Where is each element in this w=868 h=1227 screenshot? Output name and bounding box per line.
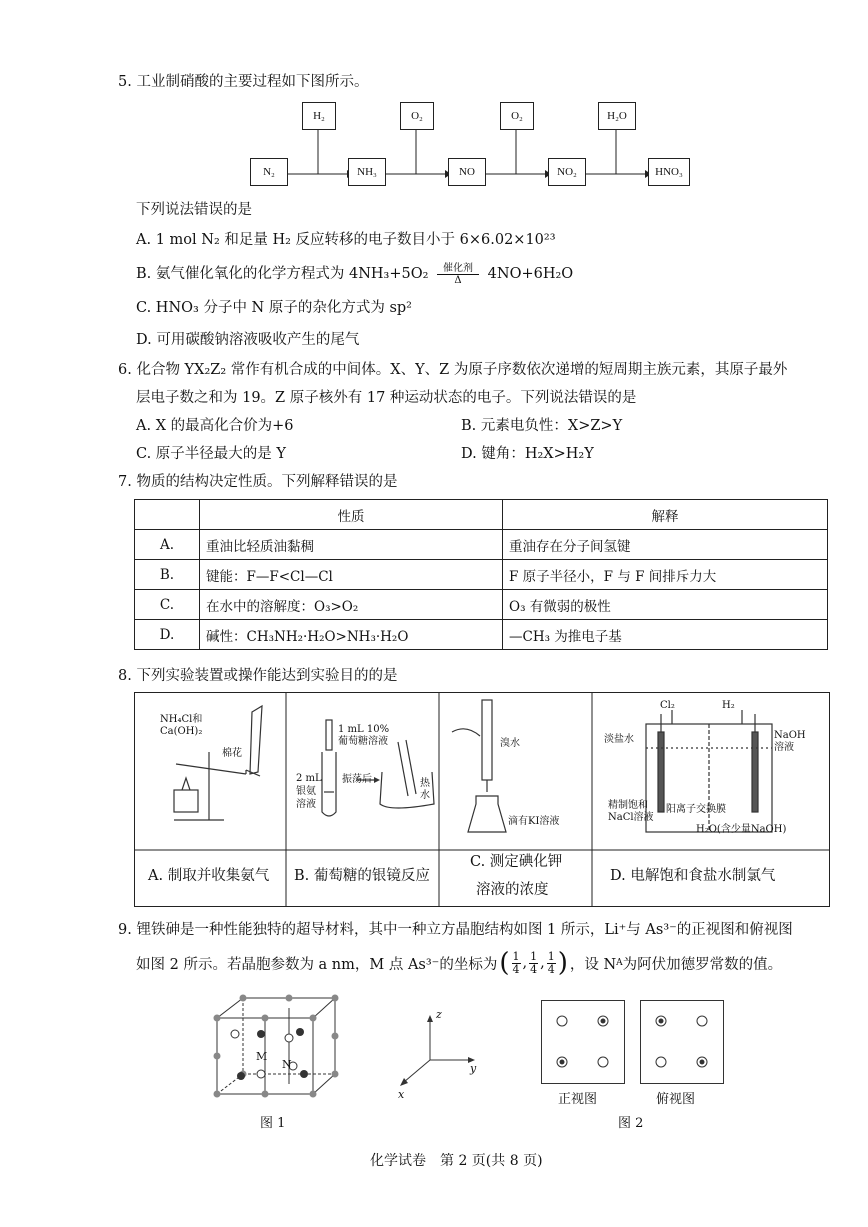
q6-option-b: B. 元素电负性：X>Z>Y: [461, 418, 623, 434]
label-text: 2 mL: [296, 773, 322, 784]
q5-option-b: [136, 262, 573, 286]
label-dilute-brine: 淡盐水: [604, 734, 634, 745]
label-h2: H₂: [722, 700, 735, 711]
label-cotton: 棉花: [222, 748, 242, 759]
fig2-caption: 图 2: [618, 1116, 644, 1131]
q8-caption-d: D. 电解饱和食盐水制氯气: [610, 868, 776, 884]
table-row: [135, 620, 828, 650]
frac-num: 1: [547, 949, 555, 963]
page-footer: 化学试卷 第 2 页(共 8 页): [370, 1153, 543, 1169]
flow-reagent-o2-2: O₂: [500, 102, 534, 130]
table-header: [135, 500, 200, 530]
flow-node-n2: N₂: [250, 158, 288, 186]
flow-reagent-h2o: H₂O: [598, 102, 636, 130]
top-view-figure: [640, 1000, 724, 1084]
flow-node-no2: NO₂: [548, 158, 586, 186]
fraction: [529, 951, 538, 976]
flow-reagent-o2: O₂: [400, 102, 434, 130]
table-cell: 重油存在分子间氢键: [503, 530, 828, 560]
table-cell: —CH₃ 为推电子基: [503, 620, 828, 650]
q8-caption-b: B. 葡萄糖的银镜反应: [294, 868, 430, 884]
table-cell: B.: [135, 560, 200, 590]
label-bromine-water: 溴水: [500, 738, 520, 749]
label-hot-water: [420, 778, 430, 802]
q5-option-d: D. 可用碳酸钠溶液吸收产生的尾气: [136, 332, 360, 348]
axis-z-label: z: [436, 1008, 442, 1021]
q9-stem-text: ，设 N: [569, 956, 617, 973]
q8-stem: 8. 下列实验装置或操作能达到实验目的的是: [118, 668, 398, 684]
label-nh4cl: [160, 714, 202, 738]
label-text: 银氨: [296, 786, 316, 797]
q6-option-c: C. 原子半径最大的是 Y: [136, 446, 286, 462]
table-cell: 在水中的溶解度：O₃>O₂: [200, 590, 503, 620]
point-n-label: N: [282, 1058, 292, 1071]
q5-prompt: 下列说法错误的是: [136, 202, 252, 218]
fraction: [547, 951, 556, 976]
q7-table: [134, 499, 828, 650]
q5-option-a: A. 1 mol N₂ 和足量 H₂ 反应转移的电子数目小于 6×6.02×10²³: [136, 232, 556, 248]
axis-x-label: x: [398, 1088, 405, 1101]
flow-node-nh3: NH₃: [348, 158, 386, 186]
q8-caption-c1: C. 测定碘化钾: [470, 854, 563, 870]
q5-option-b-rhs: 4NO+6H₂O: [487, 266, 574, 282]
label-glucose: [338, 724, 389, 748]
label-cl2: Cl₂: [660, 700, 675, 711]
table-row: [135, 590, 828, 620]
reaction-condition: [437, 263, 479, 286]
label-water: H₂O(含少量NaOH): [696, 824, 787, 835]
table-cell: F 原子半径小，F 与 F 间排斥力大: [503, 560, 828, 590]
q9-stem-text: 如图 2 所示。若晶胞参数为 a nm，M 点 As³⁻的坐标为: [136, 956, 498, 973]
label-silver-ammonia: [296, 772, 322, 811]
axis-y-label: y: [470, 1062, 477, 1075]
q9-stem-line2: 如图 2 所示。若晶胞参数为 a nm，M 点 As³⁻的坐标为 ( $\frac{1}{4}$ , $\frac{1}{4}$ , $\frac{1}{4}$ ) ，设 N A 为阿伏加德罗常数的值。: [136, 948, 783, 978]
q6-option-d: D. 键角：H₂X>H₂Y: [461, 446, 594, 462]
heat-label: Δ: [454, 274, 462, 286]
frac-den: 4: [530, 962, 538, 976]
table-row: [135, 560, 828, 590]
q9-stem-line1: 9. 锂铁砷是一种性能独特的超导材料，其中一种立方晶胞结构如图 1 所示，Li⁺与 As³⁻的正视图和俯视图: [118, 922, 793, 938]
q6-option-a: A. X 的最高化合价为+6: [136, 418, 294, 434]
paren-open: (: [499, 948, 510, 978]
q6-stem-line1: 6. 化合物 YX₂Z₂ 常作有机合成的中间体。X、Y、Z 为原子序数依次递增的短周期主族元素，其原子最外: [118, 362, 788, 378]
flow-node-no: NO: [448, 158, 486, 186]
label-shake: 振荡后: [342, 774, 372, 785]
label-text: NaOH: [774, 730, 806, 741]
table-header-row: [135, 500, 828, 530]
table-cell: 重油比轻质油黏稠: [200, 530, 503, 560]
table-cell: 键能：F—F<Cl—Cl: [200, 560, 503, 590]
flow-node-hno3: HNO₃: [648, 158, 690, 186]
q5-option-c: C. HNO₃ 分子中 N 原子的杂化方式为 sp²: [136, 300, 412, 316]
top-view-caption: 俯视图: [656, 1092, 696, 1107]
q9-stem-text: 为阿伏加德罗常数的值。: [622, 956, 783, 973]
titration-apparatus: [452, 700, 506, 832]
q8-caption-a: A. 制取并收集氨气: [148, 868, 270, 884]
label-text: 热: [420, 778, 430, 789]
q5-stem: 5. 工业制硝酸的主要过程如下图所示。: [118, 74, 369, 90]
q6-stem-line2: 层电子数之和为 19。Z 原子核外有 17 种运动状态的电子。下列说法错误的是: [136, 390, 637, 406]
label-text: NaCl溶液: [608, 812, 654, 823]
table-header: 性质: [200, 500, 503, 530]
table-cell: 碱性：CH₃NH₂·H₂O>NH₃·H₂O: [200, 620, 503, 650]
q7-stem: 7. 物质的结构决定性质。下列解释错误的是: [118, 474, 398, 490]
point-m-label: M: [256, 1050, 268, 1063]
q8-caption-c2: 溶液的浓度: [476, 882, 549, 898]
label-text: Ca(OH)₂: [160, 726, 203, 737]
frac-den: 4: [512, 962, 520, 976]
front-view-figure: [541, 1000, 625, 1084]
label-text: 水: [420, 790, 430, 801]
label-text: NH₄Cl和: [160, 714, 203, 725]
label-text: 1 mL 10%: [338, 724, 390, 735]
front-view-caption: 正视图: [558, 1092, 598, 1107]
fig1-caption: 图 1: [260, 1116, 286, 1131]
label-membrane: 阳离子交换膜: [666, 804, 726, 815]
flow-reagent-h2: H₂: [302, 102, 336, 130]
unit-cell-figure: [205, 990, 345, 1102]
axes-figure: [392, 1010, 482, 1096]
label-ki: 滴有KI溶液: [508, 816, 560, 827]
table-cell: D.: [135, 620, 200, 650]
table-row: [135, 530, 828, 560]
label-text: 精制饱和: [608, 800, 648, 811]
label-text: 葡萄糖溶液: [338, 736, 388, 747]
label-naoh: [774, 730, 806, 754]
table-cell: A.: [135, 530, 200, 560]
table-header: 解释: [503, 500, 828, 530]
frac-num: 1: [530, 949, 538, 963]
table-cell: C.: [135, 590, 200, 620]
label-text: 溶液: [774, 742, 794, 753]
catalyst-label: 催化剂: [437, 263, 479, 275]
frac-num: 1: [512, 949, 520, 963]
subscript: A: [616, 958, 623, 968]
label-text: 溶液: [296, 799, 316, 810]
q5-option-b-lhs: B. 氨气催化氧化的化学方程式为 4NH₃+5O₂: [136, 266, 429, 282]
label-brine: [608, 800, 654, 824]
table-cell: O₃ 有微弱的极性: [503, 590, 828, 620]
fraction: [512, 951, 521, 976]
frac-den: 4: [547, 962, 555, 976]
paren-close: ): [557, 948, 568, 978]
